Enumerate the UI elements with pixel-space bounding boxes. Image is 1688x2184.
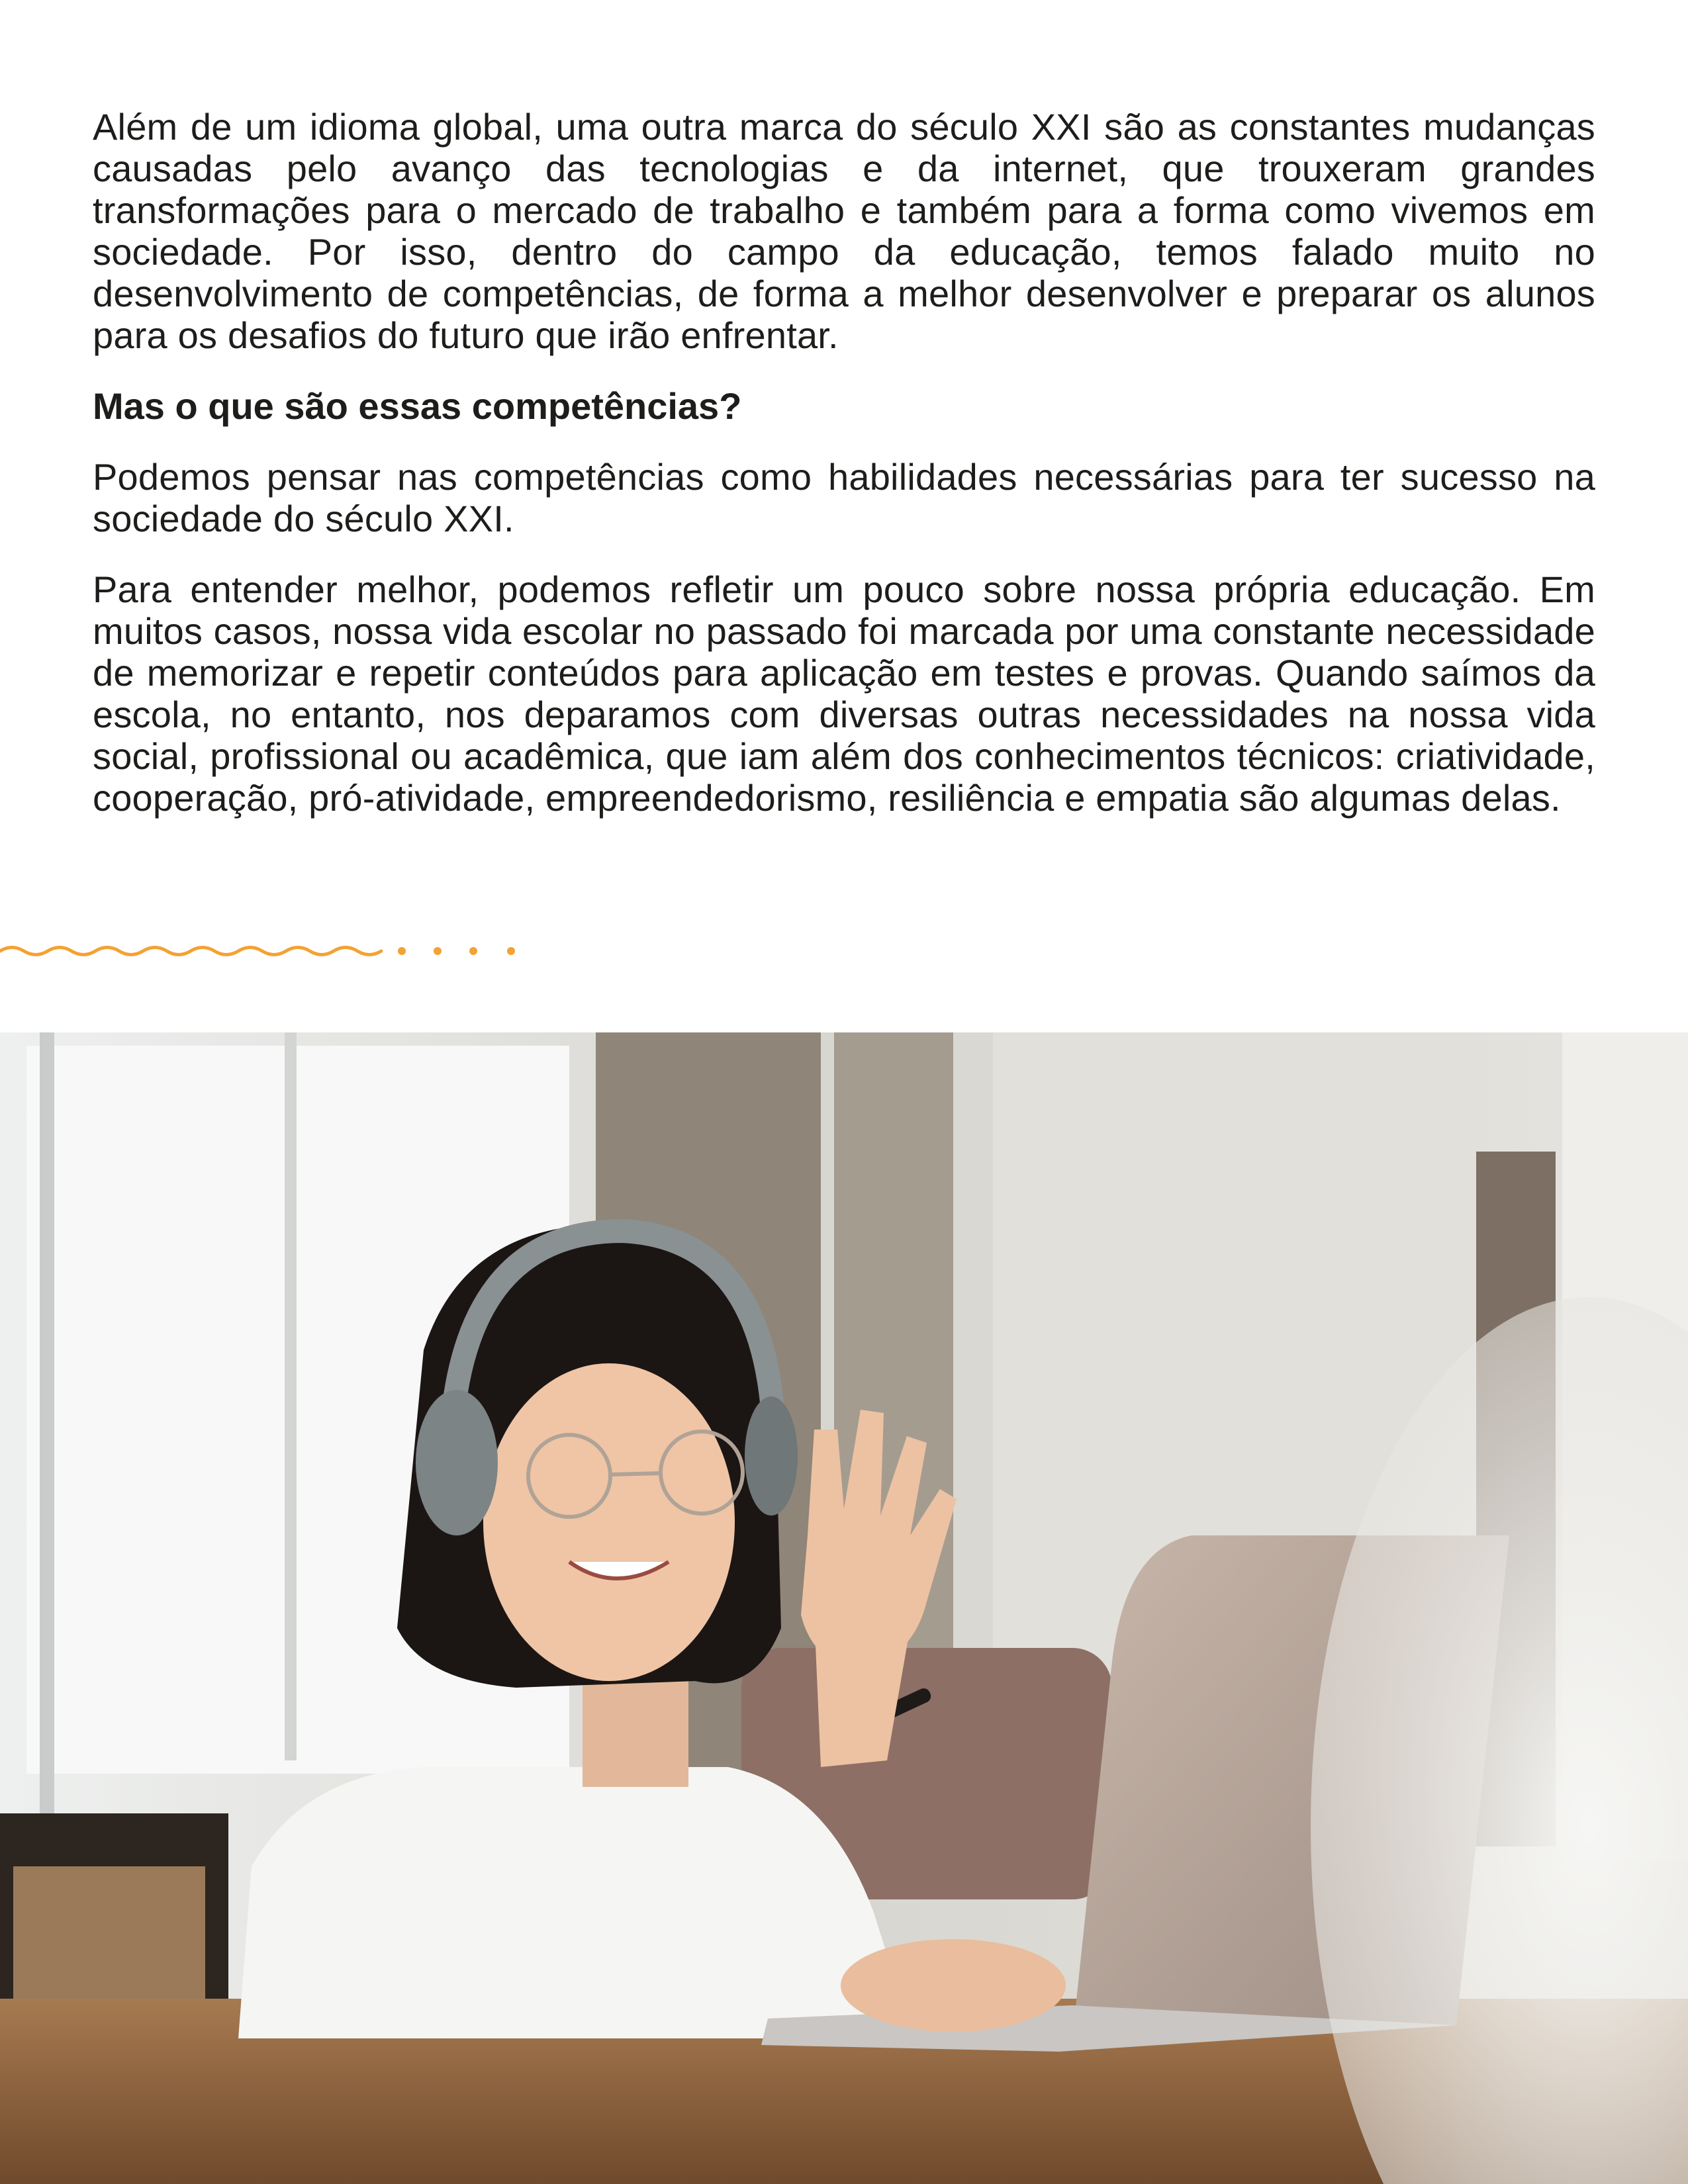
definition-paragraph: Podemos pensar nas competências como habilidades necessárias para ter sucesso na sociedade do século XXI. <box>93 456 1595 539</box>
wave-dots-ornament-icon <box>0 934 530 968</box>
article-text <box>93 106 1595 848</box>
reflection-paragraph: Para entender melhor, podemos refletir um pouco sobre nossa própria educação. Em muitos casos, nossa vida escolar no passado foi marcada por uma constante necessidade de memorizar e repetir conteúdos para aplicação em testes e provas. Quando saímos da escola, no entanto, nos deparamos com diversas outras necessidades na nossa vida social, profissional ou acadêmica, que iam além dos conhecimentos técnicos: criatividade, cooperação, pró-atividade, empreendedorismo, resiliência e empatia são algumas delas. <box>93 569 1595 819</box>
student-photo <box>0 1032 1688 2184</box>
section-heading: Mas o que são essas competências? <box>93 385 742 427</box>
intro-paragraph: Além de um idioma global, uma outra marca do século XXI são as constantes mudanças causadas pelo avanço das tecnologias e da internet, que trouxeram grandes transformações para o mercado de trabalho e também para a forma como vivemos em sociedade. Por isso, dentro do campo da educação, temos falado muito no desenvolvimento de competências, de forma a melhor desenvolver e preparar os alunos para os desafios do futuro que irão enfrentar. <box>93 106 1595 356</box>
wavy-divider <box>0 934 530 968</box>
